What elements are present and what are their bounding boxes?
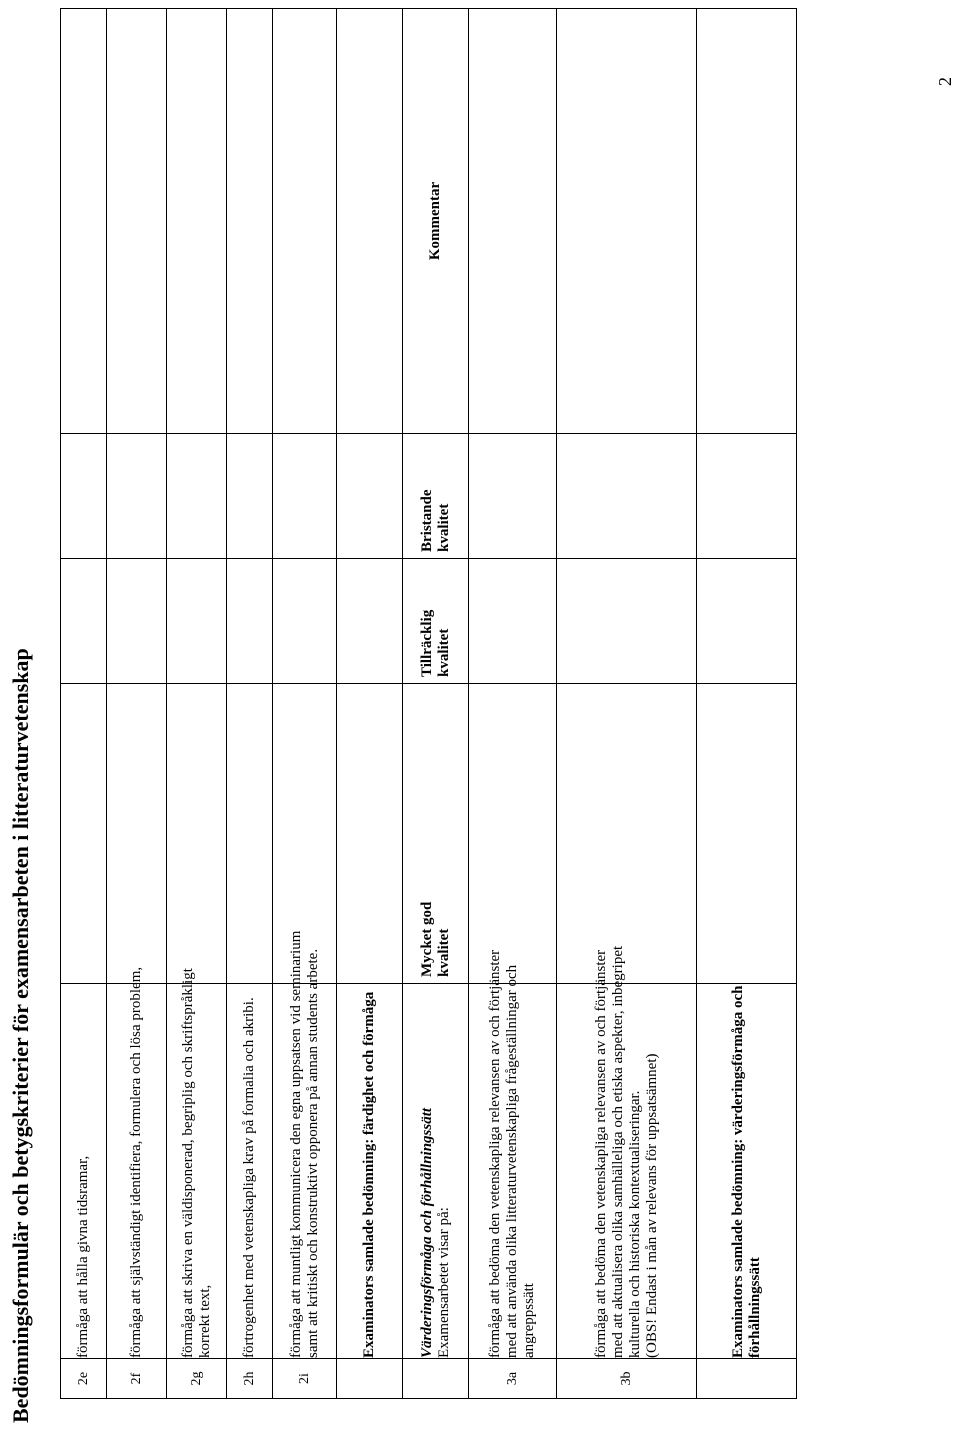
row-code: 2h — [227, 1359, 273, 1399]
grade-cell[interactable] — [697, 559, 797, 684]
grade-cell[interactable] — [337, 684, 403, 984]
column-header-bristande: Bristande kvalitet — [403, 434, 469, 559]
row-code: 3a — [469, 1359, 557, 1399]
table-row — [469, 9, 557, 1399]
comment-cell[interactable] — [167, 9, 227, 434]
code-cell — [403, 1359, 469, 1399]
table-row — [557, 9, 697, 1399]
code-cell — [337, 1359, 403, 1399]
summary-row — [697, 9, 797, 1399]
table-row — [273, 9, 337, 1399]
document-title: Bedömningsformulär och betygskriterier för examensarbeten i litteraturvetenskap — [8, 648, 33, 1423]
grade-cell[interactable] — [469, 559, 557, 684]
grade-cell[interactable] — [557, 434, 697, 559]
grade-cell[interactable] — [697, 434, 797, 559]
section-heading: Värderingsförmåga och förhållningssätt Examensarbetet visar på: — [403, 984, 469, 1359]
grade-cell[interactable] — [697, 684, 797, 984]
criterion-text: förtrogenhet med vetenskapliga krav på formalia och akribi. — [227, 984, 273, 1359]
grade-cell[interactable] — [469, 434, 557, 559]
comment-cell[interactable] — [61, 9, 107, 434]
comment-cell[interactable] — [697, 9, 797, 434]
grade-cell[interactable] — [61, 559, 107, 684]
grade-cell[interactable] — [167, 559, 227, 684]
table-row — [167, 9, 227, 1399]
row-code: 3b — [557, 1359, 697, 1399]
grade-cell[interactable] — [557, 559, 697, 684]
grade-cell[interactable] — [273, 684, 337, 984]
comment-cell[interactable] — [557, 9, 697, 434]
criterion-text: förmåga att hålla givna tidsramar, — [61, 984, 107, 1359]
column-header-kommentar: Kommentar — [403, 9, 469, 434]
comment-cell[interactable] — [469, 9, 557, 434]
row-code: 2g — [167, 1359, 227, 1399]
assessment-table — [60, 8, 797, 1399]
grade-cell[interactable] — [227, 434, 273, 559]
comment-cell[interactable] — [107, 9, 167, 434]
row-code: 2e — [61, 1359, 107, 1399]
grade-cell[interactable] — [337, 434, 403, 559]
criterion-text: förmåga att bedöma den vetenskapliga relevansen av och förtjänster med att använda olika litteraturvetenskapliga frågeställningar och angreppssätt — [469, 984, 557, 1359]
criterion-text: förmåga att bedöma den vetenskapliga relevansen av och förtjänster med att aktualisera olika samhälleliga och etiska aspekter, inbegripet kulturella och historiska kontextualiseringar. (OBS! Endast i mån av relevans för uppsatsämnet) — [557, 984, 697, 1359]
criterion-text: förmåga att självständigt identifiera, formulera och lösa problem, — [107, 984, 167, 1359]
grade-cell[interactable] — [167, 434, 227, 559]
page-number: 2 — [935, 77, 955, 86]
column-header-tillracklig: Tillräcklig kvalitet — [403, 559, 469, 684]
table-row — [107, 9, 167, 1399]
summary-label: Examinators samlade bedömning: värderingsförmåga och förhållningssätt — [697, 984, 797, 1359]
column-header-mycket-god: Mycket god kvalitet — [403, 684, 469, 984]
grade-cell[interactable] — [107, 434, 167, 559]
table-row — [227, 9, 273, 1399]
grade-cell[interactable] — [227, 684, 273, 984]
comment-cell[interactable] — [337, 9, 403, 434]
grade-cell[interactable] — [61, 684, 107, 984]
criterion-text: förmåga att skriva en väldisponerad, begriplig och skriftspråkligt korrekt text, — [167, 984, 227, 1359]
grade-cell[interactable] — [273, 434, 337, 559]
grade-cell[interactable] — [469, 684, 557, 984]
summary-label: Examinators samlade bedömning: färdighet och förmåga — [337, 984, 403, 1359]
grade-cell[interactable] — [227, 559, 273, 684]
table-row — [61, 9, 107, 1399]
comment-cell[interactable] — [273, 9, 337, 434]
grade-cell[interactable] — [167, 684, 227, 984]
comment-cell[interactable] — [227, 9, 273, 434]
grade-cell[interactable] — [107, 559, 167, 684]
summary-row — [337, 9, 403, 1399]
criterion-text: förmåga att muntligt kommunicera den egna uppsatsen vid seminarium samt att kritiskt och konstruktivt opponera på annan students arbete. — [273, 984, 337, 1359]
grade-cell[interactable] — [273, 559, 337, 684]
row-code: 2i — [273, 1359, 337, 1399]
section-header-row — [403, 9, 469, 1399]
grade-cell[interactable] — [337, 559, 403, 684]
code-cell — [697, 1359, 797, 1399]
grade-cell[interactable] — [107, 684, 167, 984]
grade-cell[interactable] — [557, 684, 697, 984]
grade-cell[interactable] — [61, 434, 107, 559]
row-code: 2f — [107, 1359, 167, 1399]
